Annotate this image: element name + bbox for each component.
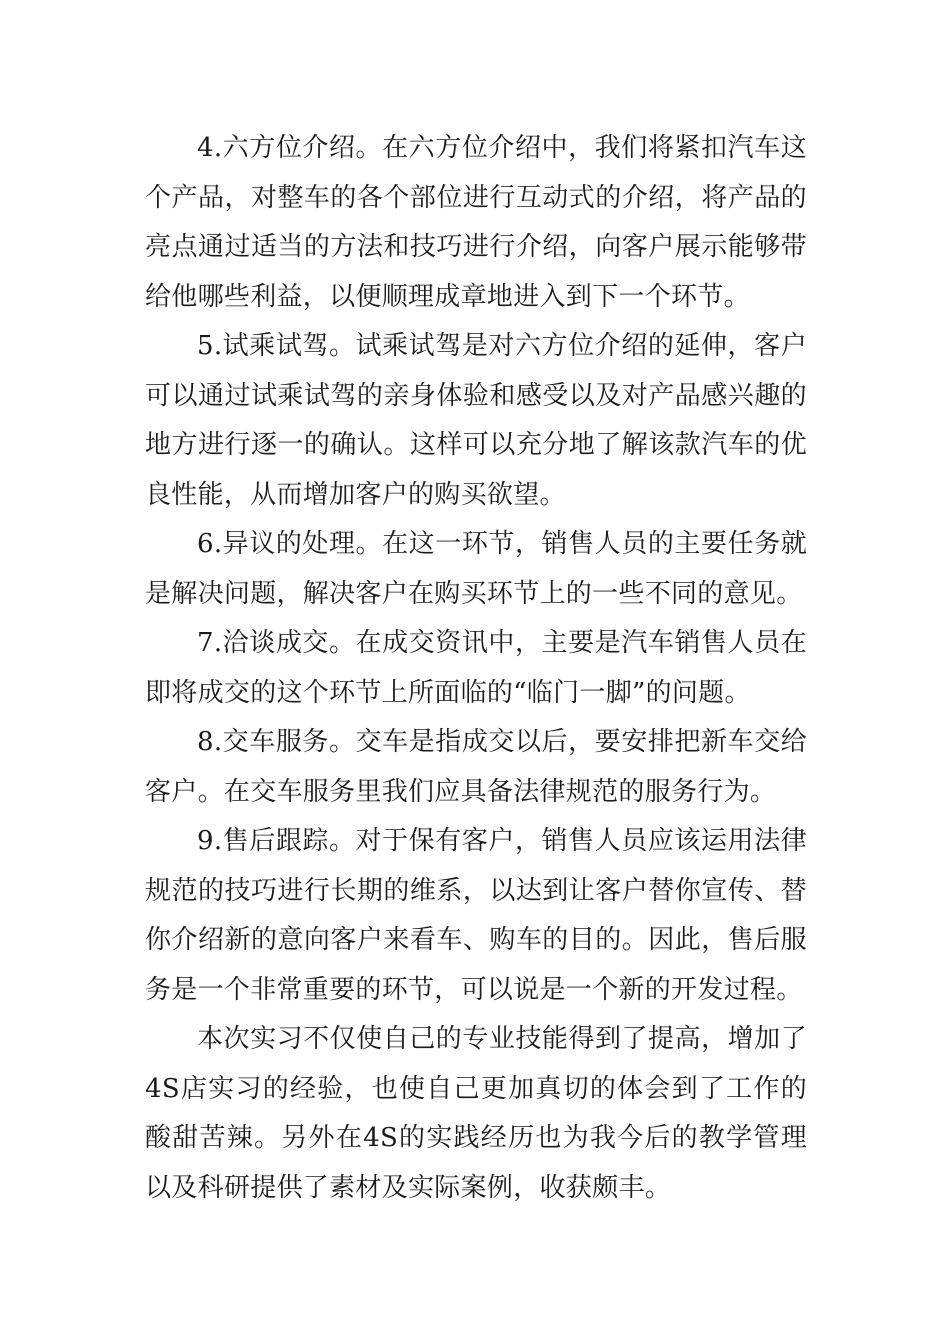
paragraph-objection-handling: 6.异议的处理。在这一环节，销售人员的主要任务就是解决问题，解决客户在购买环节上的一些不同的意见。	[145, 529, 807, 609]
paragraph-test-drive: 5.试乘试驾。试乘试驾是对六方位介绍的延伸，客户可以通过试乘试驾的亲身体验和感受以及对产品感兴趣的地方进行逐一的确认。这样可以充分地了解该款汽车的优良性能，从而增加客户的购买欲望。	[145, 331, 807, 510]
paragraph-six-direction-intro: 4.六方位介绍。在六方位介绍中，我们将紧扣汽车这个产品，对整车的各个部位进行互动式的介绍，将产品的亮点通过适当的方法和技巧进行介绍，向客户展示能够带给他哪些利益，以便顺理成章地进入到下一个环节。	[145, 133, 807, 312]
paragraph-internship-summary: 本次实习不仅使自己的专业技能得到了提高，增加了4S店实习的经验，也使自己更加真切的体会到了工作的酸甜苦辣。另外在4S的实践经历也为我今后的教学管理以及科研提供了素材及实际案例，收获颇丰。	[145, 1024, 807, 1203]
paragraph-closing-deal: 7.洽谈成交。在成交资讯中，主要是汽车销售人员在即将成交的这个环节上所面临的“临门一脚”的问题。	[145, 628, 807, 708]
paragraph-vehicle-delivery: 8.交车服务。交车是指成交以后，要安排把新车交给客户。在交车服务里我们应具备法律规范的服务行为。	[145, 727, 807, 807]
document-body	[145, 124, 807, 1213]
paragraph-after-sales-followup: 9.售后跟踪。对于保有客户，销售人员应该运用法律规范的技巧进行长期的维系，以达到让客户替你宣传、替你介绍新的意向客户来看车、购车的目的。因此，售后服务是一个非常重要的环节，可以说是一个新的开发过程。	[145, 826, 807, 1005]
